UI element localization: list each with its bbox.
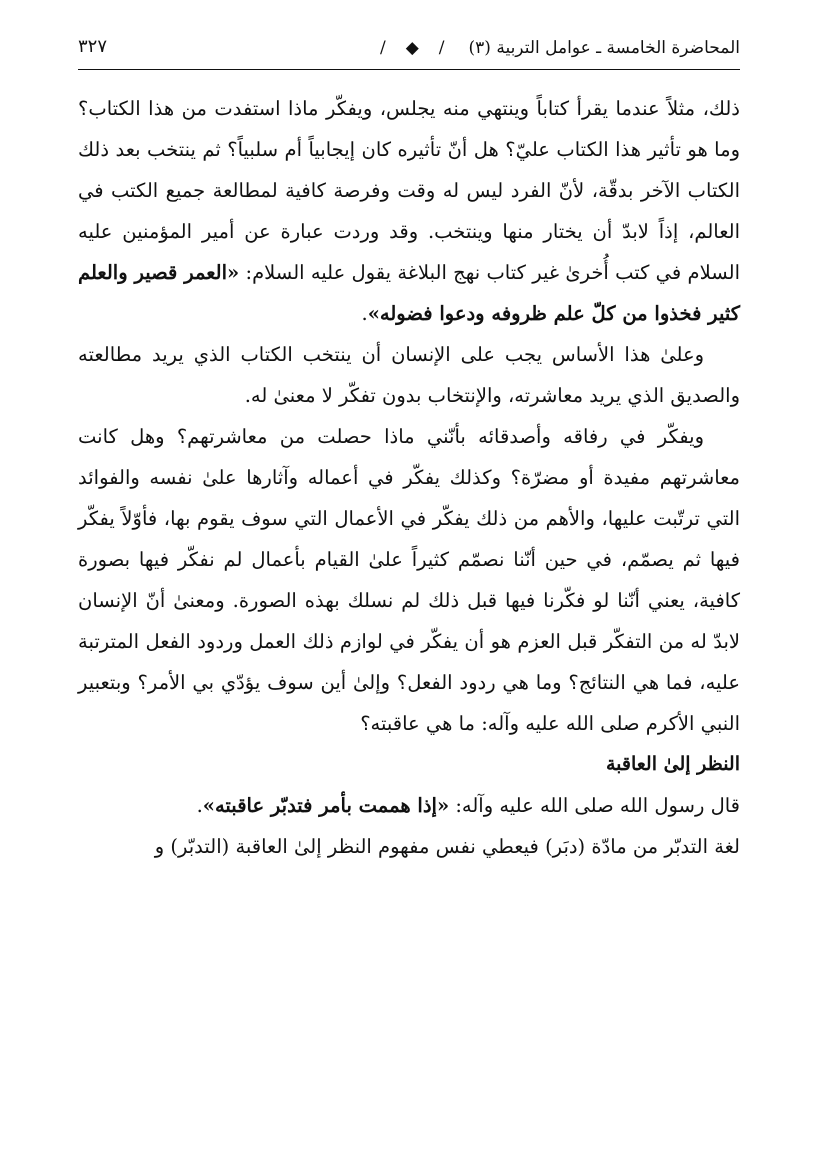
paragraph-3: ويفكّر في رفاقه وأصدقائه بأنّني ماذا حصلت من معاشرتهم؟ وهل كانت معاشرتهم مفيدة أو مضرّة؟ وكذلك يفكّر في أعماله وآثارها علىٰ نفسه والفوائد التي ترتّبت عليها، والأهم من ذلك يفكّر في الأعمال التي سوف يقوم بها، فأوّلاً يفكّر فيها ثم يصمّم، في حين أنّنا نصمّم كثيراً علىٰ القيام بأعمال لم نفكّر فيها بصورة كافية، يعني أنّنا لو فكّرنا فيها قبل ذلك لم نسلك بهذه الصورة. ومعنىٰ أنّ الإنسان لابدّ له من التفكّر قبل العزم هو أن يفكّر في لوازم ذلك العمل وردود الفعل المترتبة عليه، فما هي النتائج؟ وما هي ردود الفعل؟ وإلىٰ أين سوف يؤدّي بي الأمر؟ وبتعبير النبي الأكرم صلى الله عليه وآله: ما هي عاقبته؟ <box>78 425 740 735</box>
running-header <box>78 28 740 68</box>
paragraph-1: ذلك، مثلاً عندما يقرأ كتاباً وينتهي منه يجلس، ويفكّر ماذا استفدت من هذا الكتاب؟ وما هو تأثير هذا الكتاب عليّ؟ هل أنّ تأثيره كان إيجابياً أم سلبياً؟ ثم ينتخب بعد ذلك الكتاب الآخر بدقّة، لأنّ الفرد ليس له وقت وفرصة كافية لمطالعة جميع الكتب في العالم، إذاً لابدّ أن يختار منها وينتخب. وقد وردت عبارة عن أمير المؤمنين عليه السلام في كتب أُخرىٰ غير كتاب نهج البلاغة يقول عليه السلام: «العمر قصير والعلم كثير فخذوا من كلّ علم ظروفه ودعوا فضوله». <box>78 97 741 325</box>
header-rule <box>78 69 740 70</box>
header-separator: / <box>438 38 445 58</box>
section-title: النظر إلىٰ العاقبة <box>605 753 740 775</box>
quote-imam-ali: «العمر قصير والعلم كثير فخذوا من كلّ علم ظروفه ودعوا فضوله» <box>78 261 740 325</box>
diamond-icon: ◆ <box>405 38 419 58</box>
hadith-line: قال رسول الله صلى الله عليه وآله: «إذا هممت بأمر فتدبّر عاقبته». <box>196 794 740 817</box>
page-body <box>78 88 740 867</box>
paragraph-4: لغة التدبّر من مادّة (دبَر) فيعطي نفس مفهوم النظر إلىٰ العاقبة (التدبّر) و <box>154 835 740 858</box>
chapter-title: المحاضرة الخامسة ـ عوامل التربية (٣) <box>468 38 740 58</box>
page-number: ٣٢٧ <box>78 36 108 57</box>
paragraph-2: وعلىٰ هذا الأساس يجب على الإنسان أن ينتخب الكتاب الذي يريد مطالعته والصديق الذي يريد معاشرته، والإنتخاب بدون تفكّر لا معنىٰ له. <box>78 343 740 407</box>
hadith-quote: «إذا هممت بأمر فتدبّر عاقبته» <box>202 794 450 817</box>
header-separator: / <box>379 38 386 58</box>
